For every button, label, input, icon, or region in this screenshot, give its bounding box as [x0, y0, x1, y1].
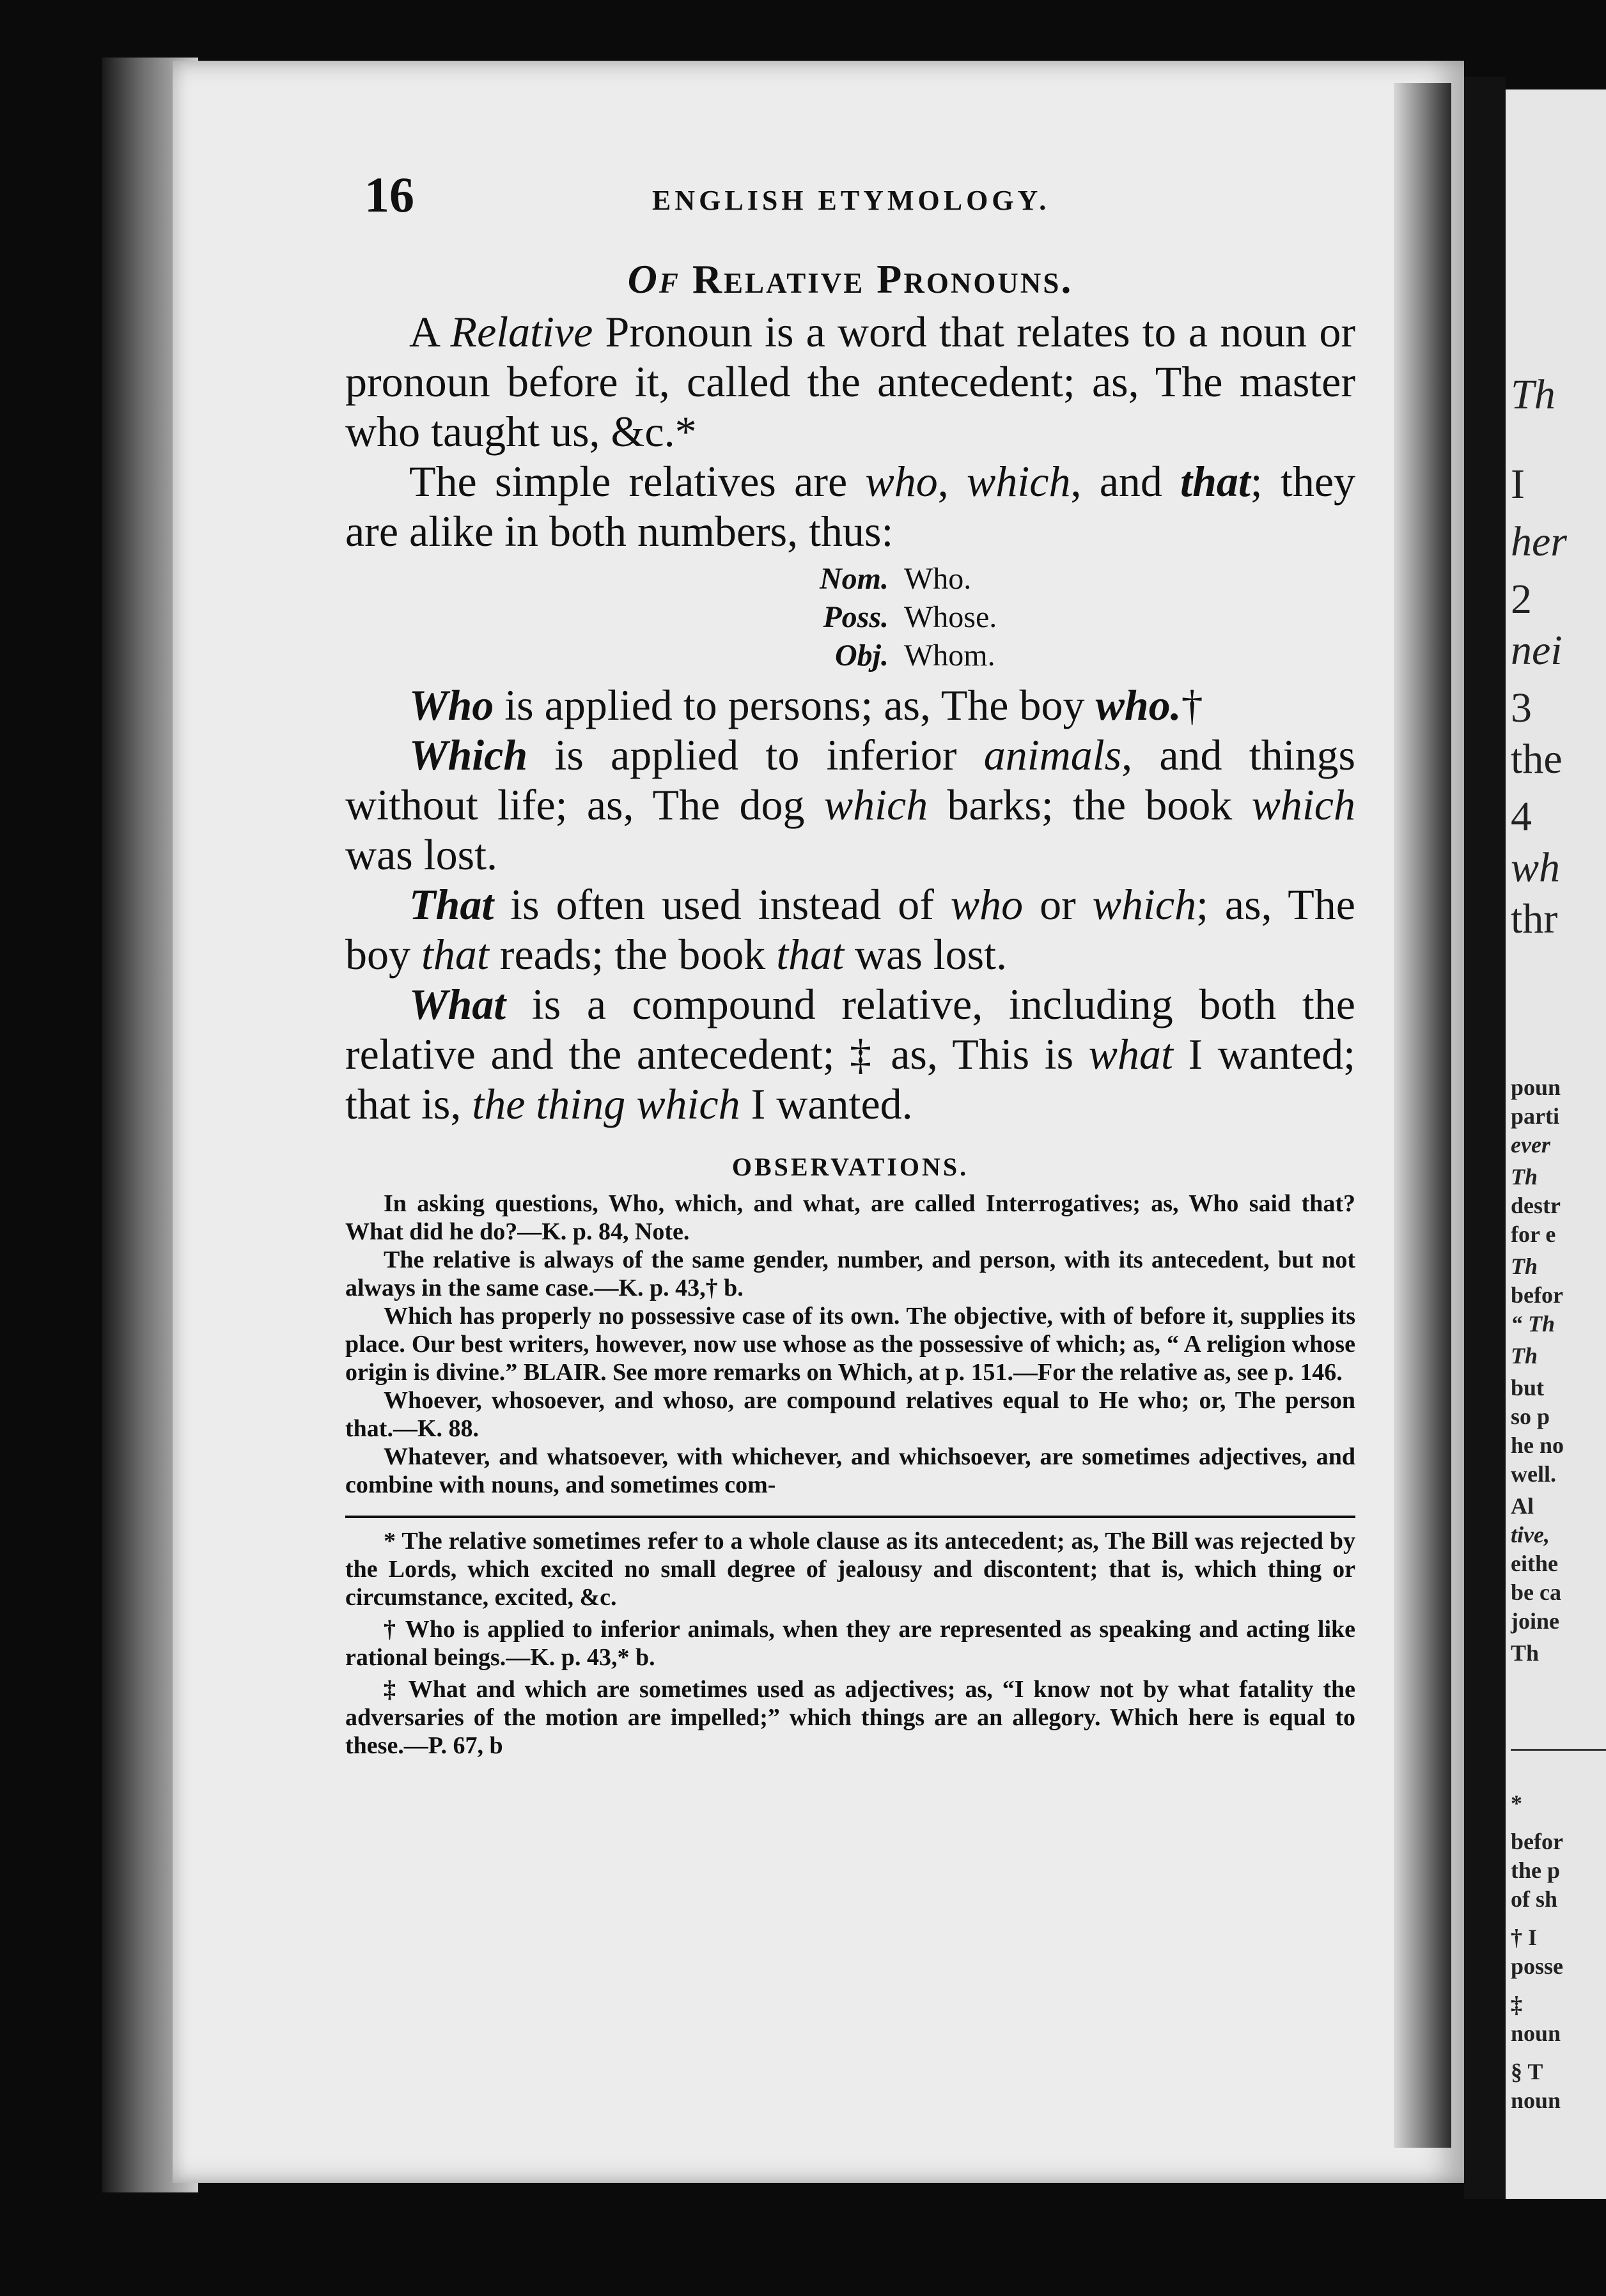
adjacent-text: joine [1511, 1608, 1559, 1634]
adjacent-page-fragment [1506, 89, 1606, 2199]
adjacent-text: Th [1511, 1343, 1538, 1369]
observation-interrogatives: In asking questions, Who, which, and what, are called Interrogatives; as, Who said that? What did he do?—K. p. 84, Note. [345, 1190, 1355, 1245]
adjacent-text: noun [1511, 2088, 1561, 2113]
adjacent-text: 3 [1511, 685, 1532, 731]
adjacent-text: tive, [1511, 1522, 1550, 1547]
adjacent-text: * [1511, 1790, 1522, 1816]
observation-whoever: Whoever, whosoever, and whoso, are compound relatives equal to He who; or, The person that.—K. 88. [345, 1387, 1355, 1442]
declension-table [786, 560, 1355, 675]
text-run: barks; the book [928, 780, 1252, 829]
term-what: What [409, 980, 506, 1028]
running-title: ENGLISH ETYMOLOGY. [652, 185, 1050, 216]
text-run: ; they are alike in both numbers, thus: [345, 457, 1356, 555]
adjacent-text: “ Th [1511, 1311, 1555, 1337]
adjacent-text: destr [1511, 1193, 1561, 1218]
text-run: A [409, 307, 451, 356]
adjacent-text: the [1511, 736, 1563, 782]
text-run: or [1023, 880, 1093, 929]
text-run: Pronoun is a word that relates to a noun or pronoun before it, called the antecedent; as, The master who taught us, &c.* [345, 307, 1356, 456]
adjacent-text: nei [1511, 627, 1563, 674]
adjacent-text: ‡ [1511, 1992, 1522, 2017]
page-curve-shadow [1394, 83, 1451, 2148]
adjacent-text: thr [1511, 896, 1558, 942]
adjacent-text: poun [1511, 1074, 1561, 1100]
adjacent-text: ever [1511, 1132, 1550, 1158]
observation-whatever: Whatever, and whatsoever, with whichever, and whichsoever, are sometimes adjectives, and combine with nouns, and sometimes com- [345, 1443, 1355, 1498]
footnote-mark: † [1181, 681, 1203, 729]
adjacent-rule [1511, 1749, 1606, 1751]
text-run: I wanted; that is, [345, 1030, 1355, 1128]
text-run: The simple relatives are [409, 457, 866, 506]
adjacent-text: of sh [1511, 1886, 1558, 1912]
case-value: Who. [904, 562, 972, 596]
running-head [364, 166, 1336, 224]
observation-agreement: The relative is always of the same gender, number, and person, with its antecedent, but not always in the same case.—K. p. 43,† b. [345, 1246, 1355, 1301]
text-run: , and things without life; as, The dog [345, 731, 1355, 829]
text-run: is applied to persons; as, The boy [494, 681, 1096, 729]
that-paragraph [345, 880, 1355, 979]
example-that: that [776, 930, 845, 979]
text-run: reads; the book [488, 930, 777, 979]
section-title [345, 256, 1355, 303]
term-which: Which [409, 731, 528, 779]
example-thing-which: the thing which [472, 1080, 740, 1128]
adjacent-text: parti [1511, 1103, 1559, 1129]
adjacent-text: Th [1511, 1640, 1540, 1666]
footnote-double-dagger: ‡ What and which are sometimes used as adjectives; as, “I know not by what fatality the adversaries of the motion are impelled;” which things are an allegory. Which here is equal to these.—P. 67, b [345, 1676, 1355, 1759]
example-which: which [823, 780, 928, 829]
adjacent-text: wh [1511, 844, 1561, 891]
text-run: is applied to inferior [527, 731, 984, 779]
adjacent-text: Th [1511, 371, 1555, 418]
adjacent-text: † I [1511, 1925, 1538, 1950]
observations-heading: OBSERVATIONS. [731, 1152, 969, 1181]
term-animals: animals [983, 731, 1122, 779]
declension-row-possessive [786, 598, 1355, 637]
text-run: ; as, The boy [345, 880, 1355, 979]
case-label: Poss. [823, 600, 889, 634]
adjacent-text: eithe [1511, 1551, 1558, 1576]
case-value: Whose. [904, 600, 997, 634]
simple-relatives-paragraph [345, 456, 1355, 556]
adjacent-text: be ca [1511, 1579, 1561, 1605]
example-that: that [421, 930, 489, 979]
text-run: was lost. [345, 830, 497, 879]
term-that: that [1180, 457, 1251, 506]
case-label: Obj. [835, 639, 889, 672]
term-which: which [967, 457, 1071, 506]
text-run: , and [1070, 457, 1181, 506]
adjacent-text: I [1511, 461, 1525, 508]
adjacent-text: well. [1511, 1461, 1556, 1487]
adjacent-text: befor [1511, 1829, 1563, 1854]
adjacent-text: 2 [1511, 576, 1532, 623]
adjacent-text: § T [1511, 2059, 1543, 2084]
term-who: Who [409, 681, 494, 729]
adjacent-text: posse [1511, 1953, 1564, 1979]
term-who: who [865, 457, 938, 506]
definition-paragraph [345, 307, 1355, 456]
adjacent-text: so p [1511, 1404, 1550, 1429]
example-which: which [1251, 780, 1355, 829]
page-number: 16 [364, 167, 414, 222]
term-who: who [950, 880, 1024, 929]
observation-which-possessive: Which has properly no possessive case of its own. The objective, with of before it, supplies its place. Our best writers, however, now use whose as the possessive of which; as, “ A religion whose origin is divine.” BLAIR. See more remarks on Which, at p. 151.—For the relative as, see p. 146. [345, 1303, 1355, 1386]
who-paragraph [345, 680, 1355, 730]
adjacent-text: Th [1511, 1164, 1538, 1190]
what-paragraph [345, 979, 1355, 1129]
footnote-dagger: † Who is applied to inferior animals, when they are represented as speaking and acting like rational beings.—K. p. 43,* b. [345, 1616, 1355, 1671]
book-gutter-center [1464, 77, 1506, 2199]
example-what: what [1088, 1030, 1173, 1078]
term-which: which [1092, 880, 1197, 929]
adjacent-text: the p [1511, 1858, 1561, 1883]
adjacent-text: but [1511, 1375, 1545, 1400]
adjacent-text: befor [1511, 1282, 1563, 1308]
example-who: who. [1095, 681, 1181, 729]
footnote-rule [345, 1516, 1355, 1518]
section-title-text: Relative Pronouns. [692, 256, 1073, 302]
text-run: I wanted. [740, 1080, 913, 1128]
which-paragraph [345, 730, 1355, 880]
adjacent-text: Al [1511, 1493, 1534, 1519]
term-relative: Relative [450, 307, 593, 356]
adjacent-text: for e [1511, 1222, 1556, 1247]
text-run: is often used instead of [494, 880, 951, 929]
declension-row-nominative [786, 560, 1355, 598]
case-label: Nom. [820, 562, 889, 596]
adjacent-text: he no [1511, 1432, 1564, 1458]
adjacent-text: Th [1511, 1253, 1538, 1279]
footnote-star: * The relative sometimes refer to a whole clause as its antecedent; as, The Bill was rejected by the Lords, which excited no small degree of jealousy and discontent; that is, which thing or circumstance, excited, &c. [345, 1528, 1355, 1611]
adjacent-text: noun [1511, 2021, 1561, 2046]
term-that: That [409, 880, 494, 929]
adjacent-text: 4 [1511, 793, 1532, 840]
case-value: Whom. [904, 639, 995, 672]
page-body [345, 256, 1355, 1764]
text-run: is a compound relative, including both the relative and the antecedent; ‡ as, This is [345, 980, 1355, 1078]
text-run: , [937, 457, 967, 506]
section-title-of: Of [627, 256, 680, 302]
text-run: was lost. [844, 930, 1008, 979]
adjacent-text: her [1511, 518, 1567, 565]
declension-row-objective [786, 637, 1355, 675]
